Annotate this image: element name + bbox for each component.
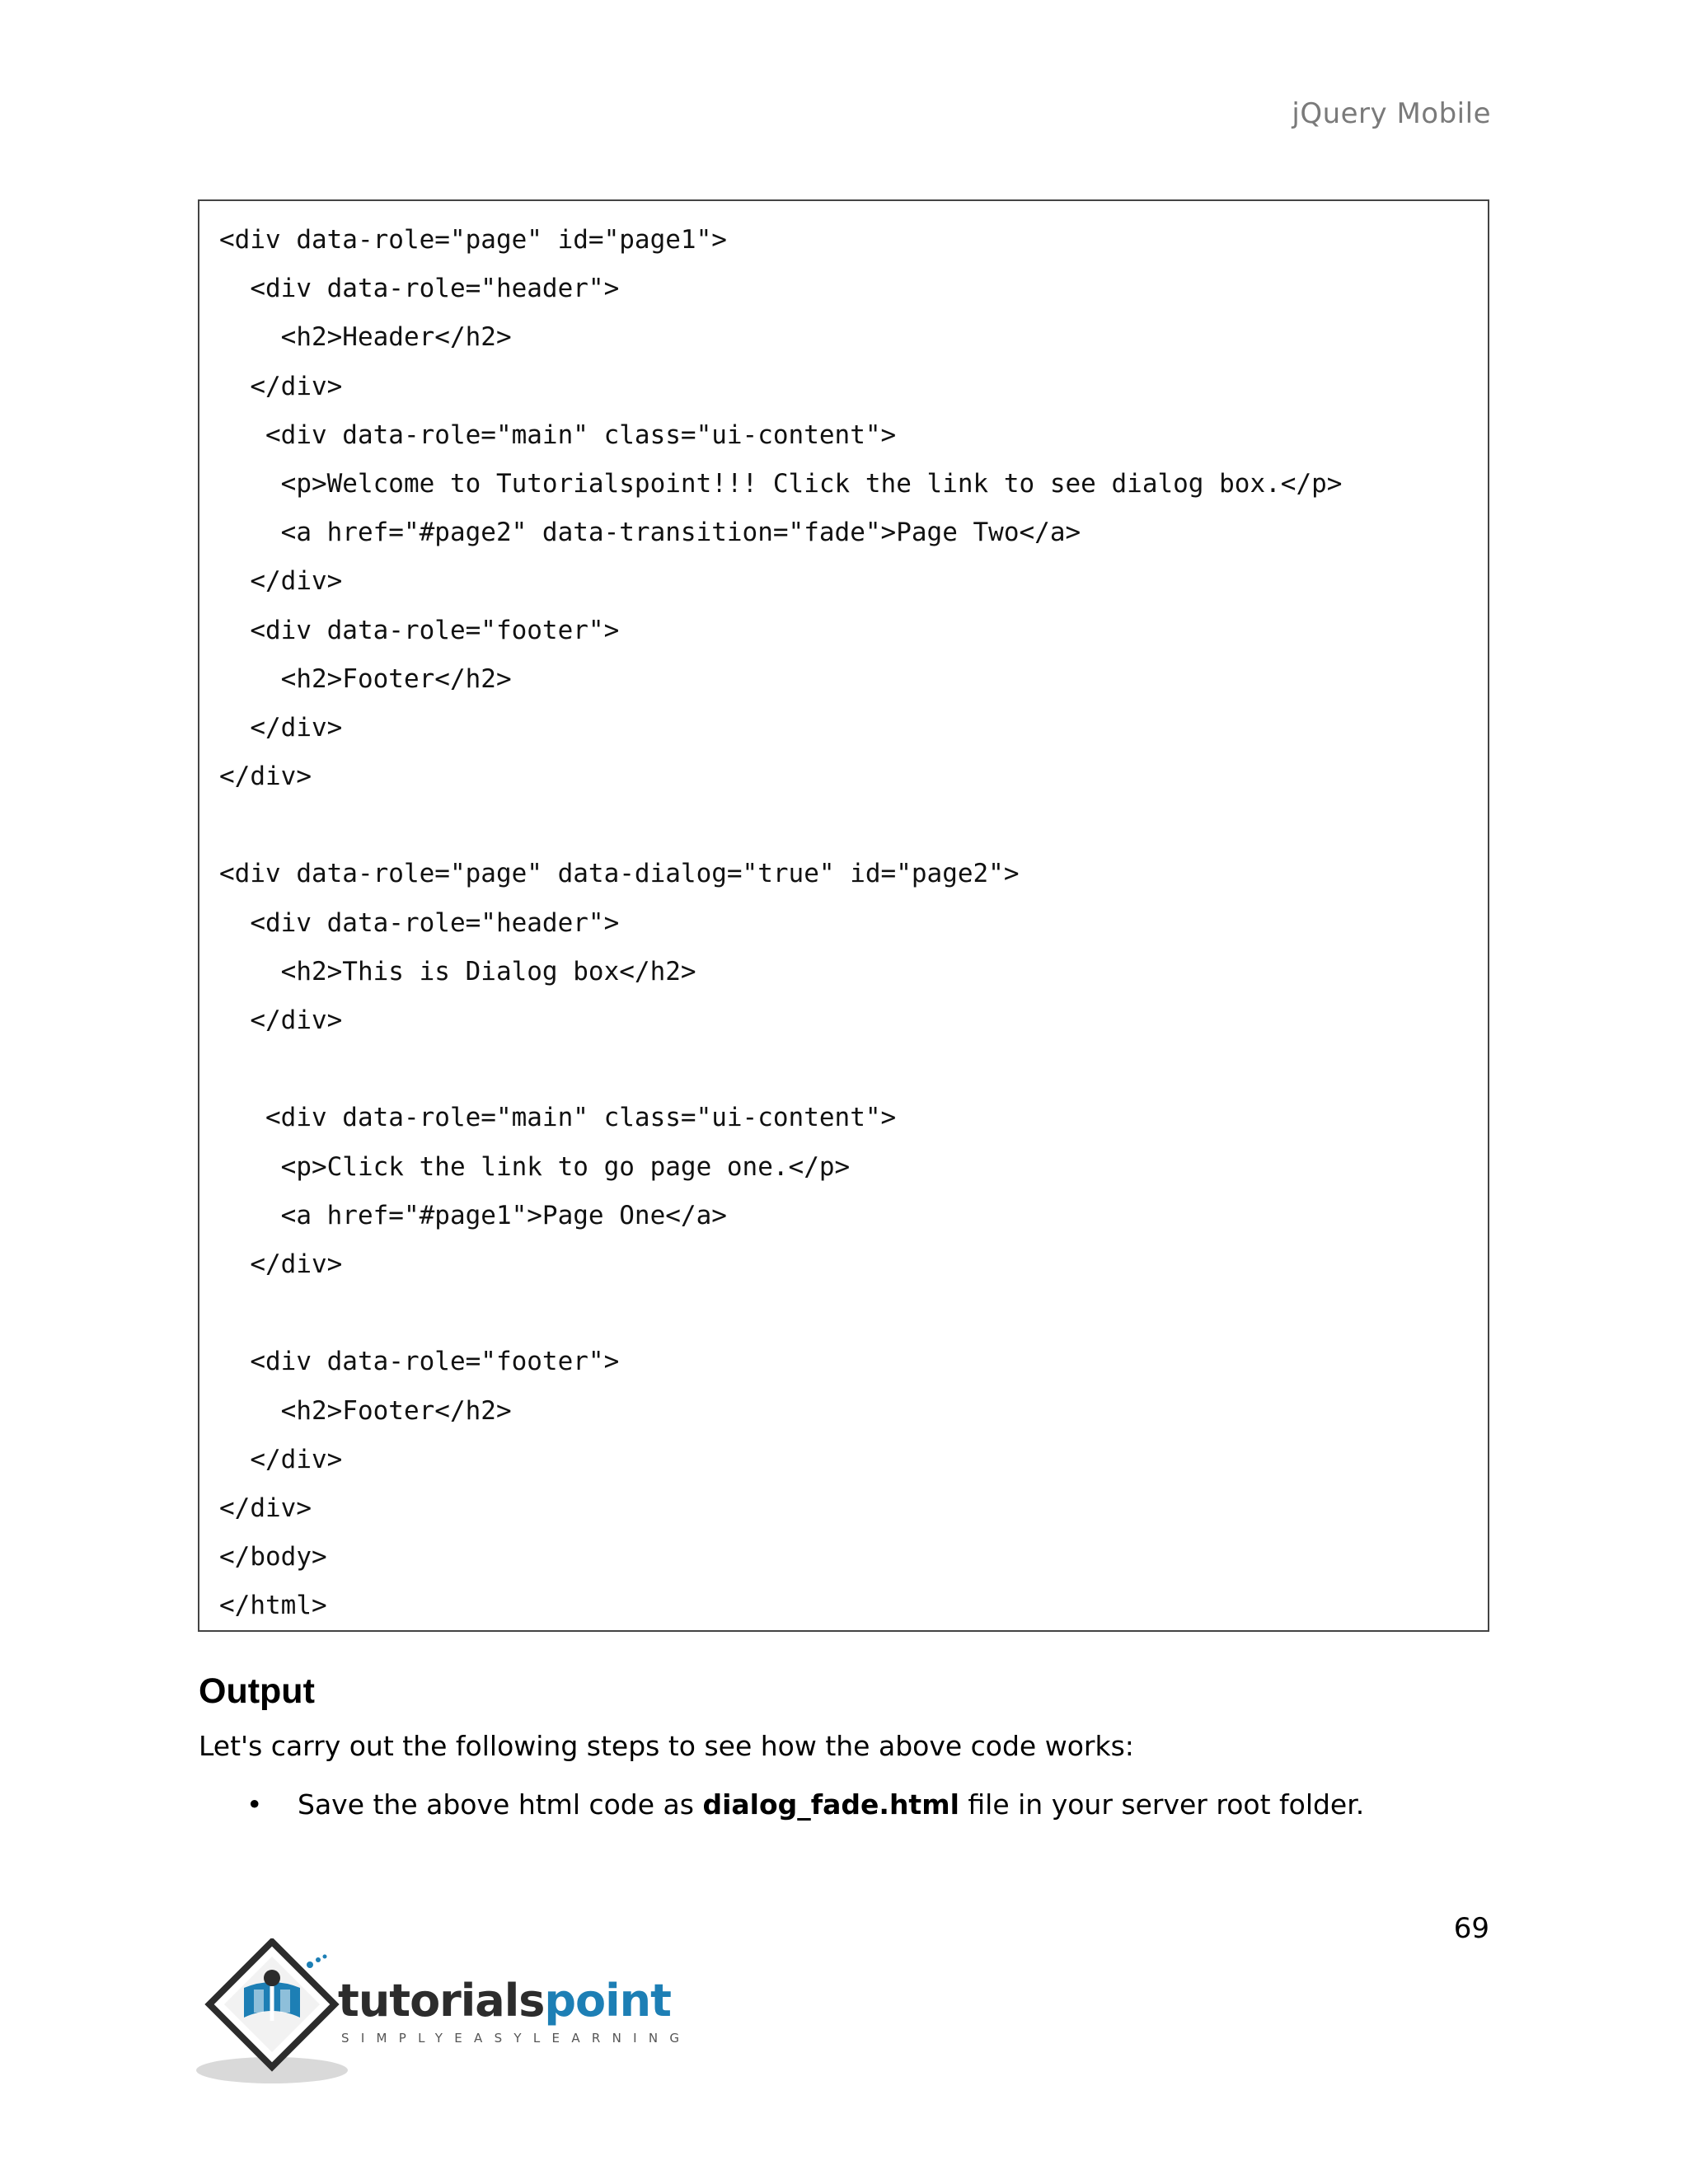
page-number: 69: [1453, 1912, 1489, 1945]
bullet-symbol: •: [246, 1788, 263, 1821]
code-line: <h2>Footer</h2>: [219, 663, 512, 694]
code-line: <div data-role="main" class="ui-content">: [219, 1103, 897, 1133]
running-header-title: jQuery Mobile: [1292, 97, 1491, 130]
code-line: </div>: [219, 1005, 343, 1035]
logo-word-dark: tutorials: [338, 1975, 545, 2027]
code-line: <a href="#page2" data-transition="fade">Page Two</a>: [219, 518, 1081, 548]
code-line: </div>: [219, 566, 343, 597]
tutorialspoint-logo: [196, 1938, 691, 2087]
logo-wordmark: [338, 1975, 671, 2027]
section-heading-output: Output: [199, 1671, 315, 1711]
code-line: <div data-role="footer">: [219, 1347, 620, 1377]
filename-bold: dialog_fade.html: [702, 1788, 959, 1821]
code-line: <div data-role="header">: [219, 907, 620, 938]
steps-list: [199, 1788, 1364, 1821]
logo-tagline: SIMPLYEASYLEARNING: [341, 2031, 692, 2046]
code-line: </body>: [219, 1542, 327, 1572]
code-line: [219, 1045, 1488, 1094]
code-line: <p>Welcome to Tutorialspoint!!! Click the link to see dialog box.</p>: [219, 468, 1343, 499]
code-line: </html>: [219, 1591, 327, 1621]
code-line: <div data-role="main" class="ui-content">: [219, 419, 897, 450]
code-line: [219, 801, 1488, 850]
code-line: <h2>Header</h2>: [219, 322, 512, 353]
code-line: <div data-role="page" data-dialog="true" id="page2">: [219, 859, 1020, 889]
code-line: <p>Click the link to go page one.</p>: [219, 1151, 851, 1182]
code-line: </div>: [219, 762, 312, 792]
code-line: <div data-role="page" id="page1">: [219, 225, 727, 255]
code-line: <div data-role="footer">: [219, 615, 620, 645]
list-item: [199, 1788, 1364, 1821]
code-line: <a href="#page1">Page One</a>: [219, 1200, 727, 1230]
code-line: [219, 1289, 1488, 1338]
code-line: <h2>Footer</h2>: [219, 1395, 512, 1426]
code-line: <h2>This is Dialog box</h2>: [219, 956, 696, 987]
code-line: </div>: [219, 1444, 343, 1474]
code-line: </div>: [219, 1249, 343, 1279]
list-item-text-after: file in your server root folder.: [959, 1788, 1365, 1821]
code-block: [198, 199, 1489, 1632]
list-item-text-before: Save the above html code as: [298, 1788, 703, 1821]
intro-paragraph: Let's carry out the following steps to see how the above code works:: [199, 1730, 1134, 1762]
logo-word-blue: point: [544, 1975, 671, 2027]
code-line: </div>: [219, 1493, 312, 1523]
code-line: </div>: [219, 371, 343, 401]
list-item-text: [298, 1788, 1364, 1821]
code-line: <div data-role="header">: [219, 274, 620, 304]
code-line: </div>: [219, 712, 343, 743]
